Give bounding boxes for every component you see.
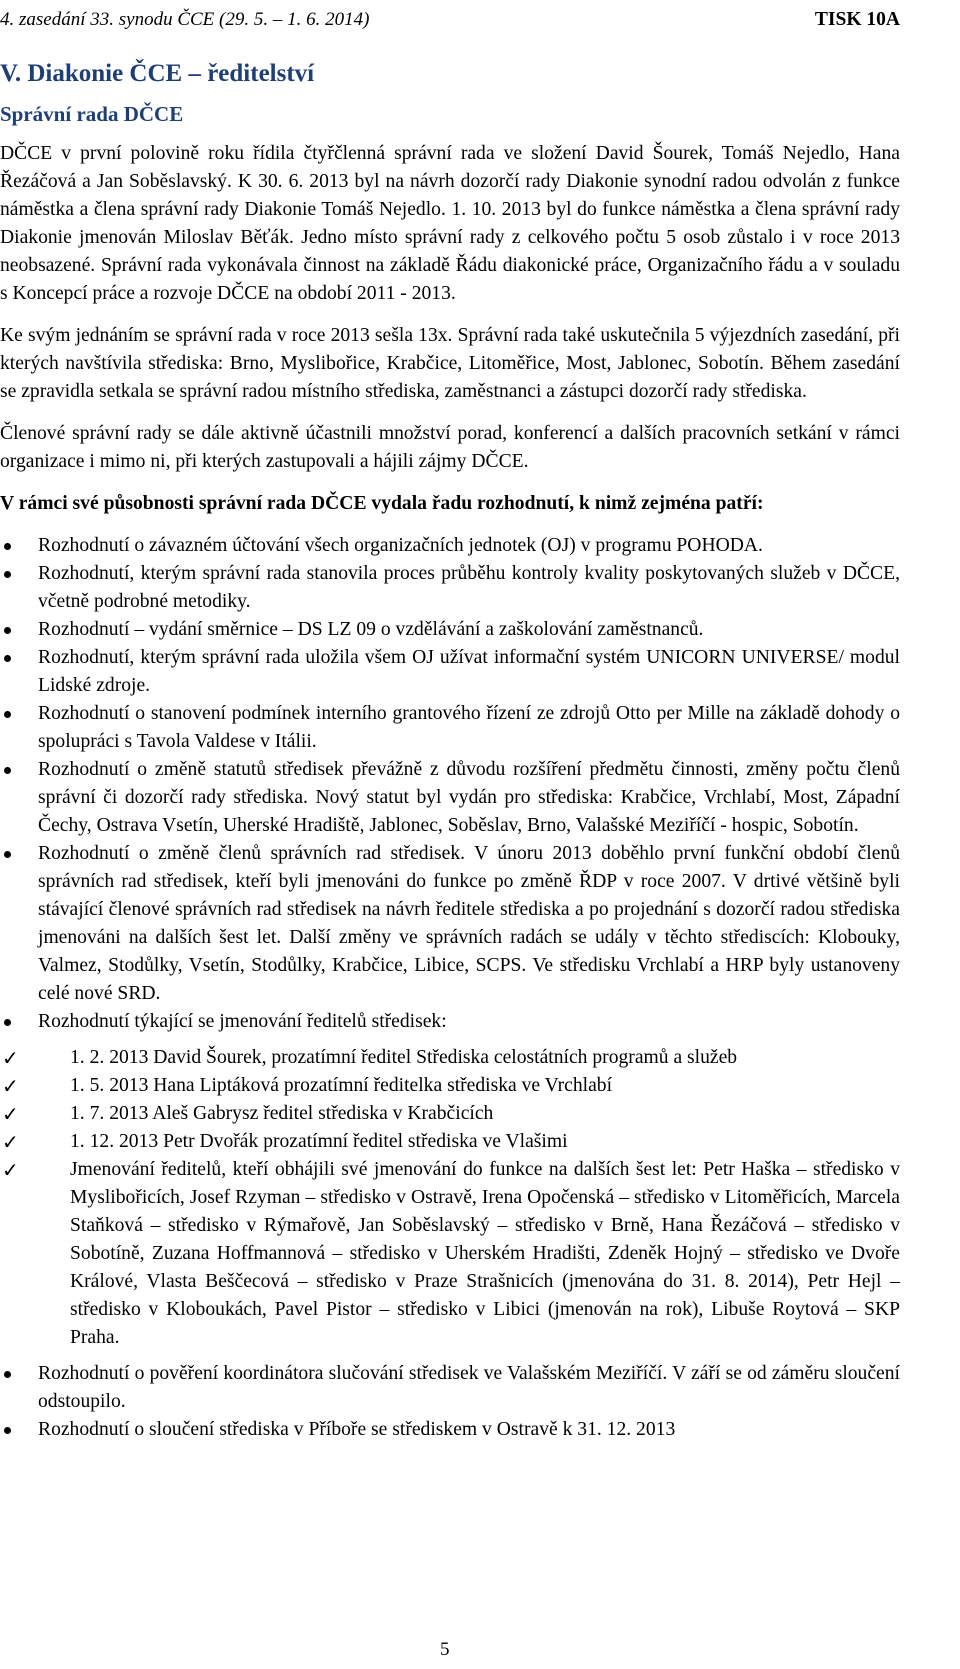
check-item-text: 1. 7. 2013 Aleš Gabrysz ředitel střediska v Krabčicích xyxy=(70,1103,494,1124)
list-item xyxy=(0,756,900,840)
list-item xyxy=(0,840,900,1008)
decisions-list-continued xyxy=(0,1360,900,1444)
check-item-text: 1. 5. 2013 Hana Liptáková prozatímní ředitelka střediska ve Vrchlabí xyxy=(70,1075,613,1096)
paragraph: Ke svým jednáním se správní rada v roce 2013 sešla 13x. Správní rada také uskutečnila 5 výjezdních zasedání, při kterých navštívila střediska: Brno, Myslibořice, Krabčice, Litoměřice, Most, Jablonec, Sobotín. Během zasedání se zpravidla setkala se správní radou místního střediska, zaměstnanci a zástupci dozorčí rady střediska. xyxy=(0,325,900,402)
list-item xyxy=(0,1416,900,1444)
list-item xyxy=(0,644,900,700)
list-item-text: Rozhodnutí o změně členů správních rad středisek. V únoru 2013 doběhlo první funkční období členů správních rad středisek, kteří byli jmenováni do funkce po změně ŘDP v roce 2007. V drtivé většině byli stávající členové správních rad středisek na návrh ředitele střediska a po projednání s dozorčí radou střediska jmenováni na dalších šest let. Další změny ve správních radách se udály v těchto střediscích: Klobouky, Valmez, Stodůlky, Vsetín, Stodůlky, Krabčice, Libice, SCPS. Ve středisku Vrchlabí a HRP byly ustanoveny celé nové SRD. xyxy=(38,843,900,1004)
check-item xyxy=(0,1072,900,1100)
list-item-text: Rozhodnutí o stanovení podmínek interního grantového řízení ze zdrojů Otto per Mille na základě dohody o spolupráci s Tavola Valdese v Itálii. xyxy=(38,703,900,752)
list-item-text: Rozhodnutí o změně statutů středisek převážně z důvodu rozšíření předmětu činnosti, změny počtu členů správní či dozorčí rady střediska. Nový statut byl vydán pro střediska: Krabčice, Vrchlabí, Most, Západní Čechy, Ostrava Vsetín, Uherské Hradiště, Jablonec, Soběslav, Brno, Valašské Meziříčí - hospic, Sobotín. xyxy=(38,759,900,836)
check-item xyxy=(0,1156,900,1352)
check-item xyxy=(0,1128,900,1156)
check-item-text: 1. 12. 2013 Petr Dvořák prozatímní ředitel střediska ve Vlašimi xyxy=(70,1131,568,1152)
bullet-icon xyxy=(4,627,11,634)
bullet-icon xyxy=(4,655,11,662)
bullet-icon xyxy=(4,711,11,718)
paragraph: DČCE v první polovině roku řídila čtyřčlenná správní rada ve složení David Šourek, Tomáš Nejedlo, Hana Řezáčová a Jan Soběslavský. K 30. 6. 2013 byl na návrh dozorčí rady Diakonie synodní radou odvolán z funkce náměstka a člena správní rady Diakonie Tomáš Nejedlo. 1. 10. 2013 byl do funkce náměstka a člena správní rady Diakonie jmenován Miloslav Běťák. Jedno místo správní rady z celkového počtu 5 osob zůstalo i v roce 2013 neobsazené. Správní rada vykonávala činnost na základě Řádu diakonické práce, Organizačního řádu a v souladu s Koncepcí práce a rozvoje DČCE na období 2011 - 2013. xyxy=(0,143,900,304)
list-item xyxy=(0,560,900,616)
list-item-text: Rozhodnutí o pověření koordinátora slučování středisek ve Valašském Meziříčí. V září se od záměru sloučení odstoupilo. xyxy=(38,1363,900,1412)
list-item-text: Rozhodnutí týkající se jmenování ředitelů středisek: xyxy=(38,1011,447,1032)
list-item xyxy=(0,1360,900,1416)
checkmark-icon: ✓ xyxy=(2,1130,19,1154)
list-item-text: Rozhodnutí o sloučení střediska v Příboře se střediskem v Ostravě k 31. 12. 2013 xyxy=(38,1419,676,1440)
checkmark-icon: ✓ xyxy=(2,1102,19,1126)
section-title: V. Diakonie ČCE – ředitelství xyxy=(0,60,315,87)
header-print-number: TISK 10A xyxy=(814,9,900,30)
list-item-text: Rozhodnutí, kterým správní rada uložila všem OJ užívat informační systém UNICORN UNIVERSE/ modul Lidské zdroje. xyxy=(38,647,900,696)
bullet-icon xyxy=(4,1019,11,1026)
check-item-text: 1. 2. 2013 David Šourek, prozatímní ředitel Střediska celostátních programů a služeb xyxy=(70,1047,738,1068)
list-item xyxy=(0,616,900,644)
bullet-icon xyxy=(4,1427,11,1434)
list-item xyxy=(0,532,900,560)
check-item-text: Jmenování ředitelů, kteří obhájili své jmenování do funkce na dalších šest let: Petr Haška – středisko v Myslibořicích, Josef Rzyman – středisko v Ostravě, Irena Opočenská – středisko v Litoměřicích, Marcela Staňková – středisko v Rýmařově, Jan Soběslavský – středisko v Brně, Hana Řezáčová – středisko v Sobotíně, Zuzana Hoffmannová – středisko v Uherském Hradišti, Zdeněk Hojný – středisko ve Dvoře Králové, Vlasta Beščecová – středisko v Praze Strašnicích (jmenována do 31. 8. 2014), Petr Hejl – středisko v Kloboukách, Pavel Pistor – středisko v Libici (jmenován na rok), Libuše Roytová – SKP Praha. xyxy=(70,1159,900,1348)
list-item xyxy=(0,1008,900,1036)
document-body xyxy=(0,140,900,1444)
bullet-icon xyxy=(4,543,11,550)
decisions-heading: V rámci své působnosti správní rada DČCE vydala řadu rozhodnutí, k nimž zejména patří: xyxy=(0,493,764,514)
list-item xyxy=(0,700,900,756)
paragraph: Členové správní rady se dále aktivně účastnili množství porad, konferencí a dalších pracovních setkání v rámci organizace i mimo ni, při kterých zastupovali a hájili zájmy DČCE. xyxy=(0,423,900,472)
section-subtitle: Správní rada DČCE xyxy=(0,102,184,126)
bullet-icon xyxy=(4,851,11,858)
checkmark-icon: ✓ xyxy=(2,1046,19,1070)
check-item xyxy=(0,1100,900,1128)
page-number: 5 xyxy=(440,1639,450,1660)
list-item-text: Rozhodnutí, kterým správní rada stanovila proces průběhu kontroly kvality poskytovaných služeb v DČCE, včetně podrobné metodiky. xyxy=(38,563,900,612)
list-item-text: Rozhodnutí – vydání směrnice – DS LZ 09 o vzdělávání a zaškolování zaměstnanců. xyxy=(38,619,704,640)
page-header xyxy=(0,6,900,34)
checkmark-icon: ✓ xyxy=(2,1158,19,1182)
bullet-icon xyxy=(4,571,11,578)
bullet-icon xyxy=(4,767,11,774)
checkmark-icon: ✓ xyxy=(2,1074,19,1098)
header-meeting-info: 4. zasedání 33. synodu ČCE (29. 5. – 1. 6. 2014) xyxy=(0,9,370,30)
decisions-list xyxy=(0,532,900,1036)
check-item xyxy=(0,1044,900,1072)
bullet-icon xyxy=(4,1371,11,1378)
list-item-text: Rozhodnutí o závazném účtování všech organizačních jednotek (OJ) v programu POHODA. xyxy=(38,535,763,556)
directors-checklist xyxy=(0,1044,900,1352)
